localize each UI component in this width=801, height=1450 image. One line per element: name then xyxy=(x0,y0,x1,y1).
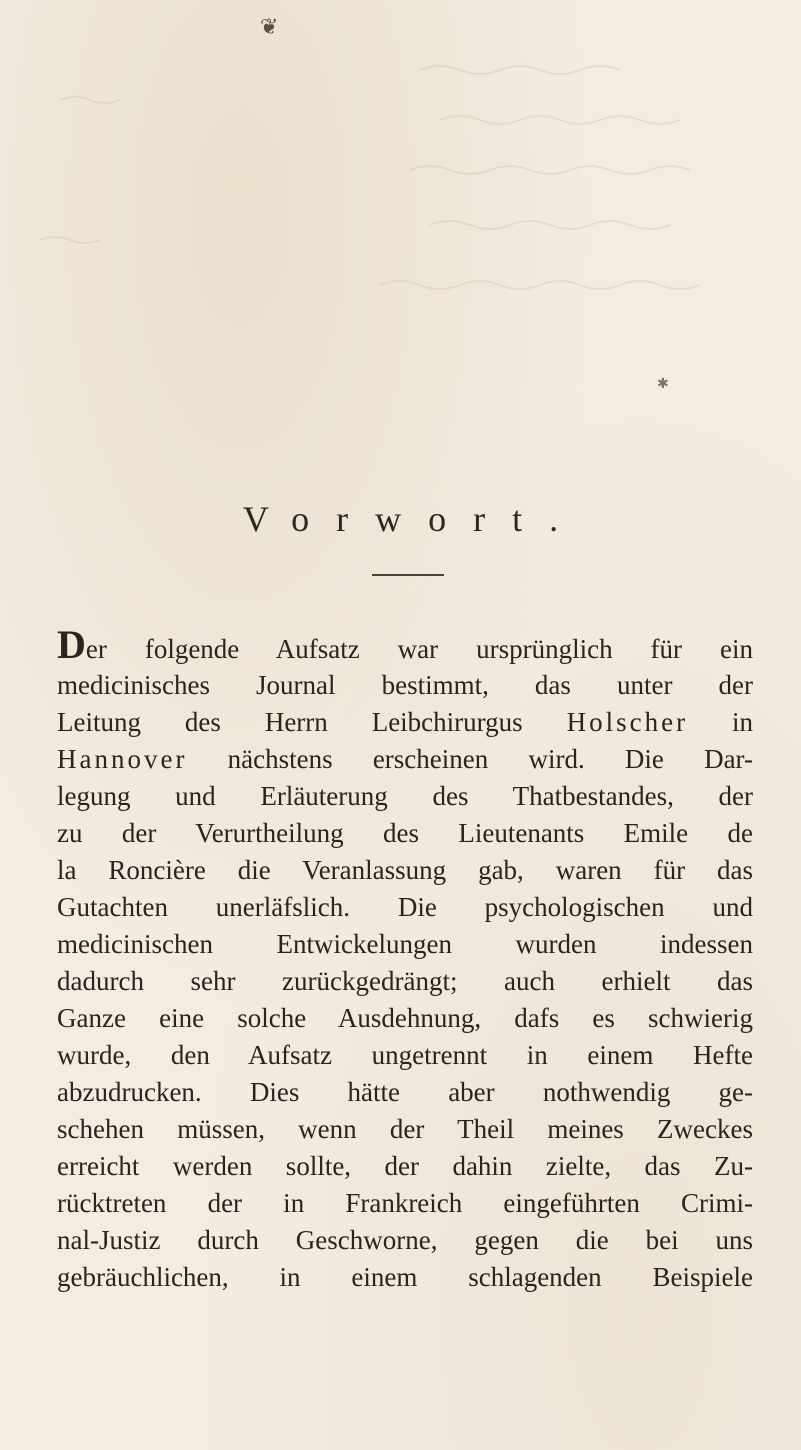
text-line: Ganze eine solche Ausdehnung, dafs es schwierig xyxy=(57,1003,753,1033)
name-holscher: Holscher xyxy=(566,707,689,737)
text-line: Hannover nächstens erscheinen wird. Die Dar- xyxy=(57,744,753,774)
text-line: gebräuchlichen, in einem schlagenden Beispiele xyxy=(57,1262,753,1292)
ink-blot-icon: ❦ xyxy=(260,14,279,39)
text-line: la Roncière die Veranlassung gab, waren für das xyxy=(57,855,753,885)
text-line: medicinischen Entwickelungen wurden indessen xyxy=(57,929,753,959)
drop-cap: D xyxy=(57,622,86,667)
text-line: Leitung des Herrn Leibchirurgus Holscher in xyxy=(57,707,753,737)
text-line: abzudrucken. Dies hätte aber nothwendig ge- xyxy=(57,1077,753,1107)
title-divider xyxy=(372,574,444,576)
ink-speck-icon: ✱ xyxy=(657,377,669,392)
text-line: legung und Erläuterung des Thatbestandes, der xyxy=(57,781,753,811)
text-line: nal-Justiz durch Geschworne, gegen die bei uns xyxy=(57,1225,753,1255)
text-line: zu der Verurtheilung des Lieutenants Emile de xyxy=(57,818,753,848)
page-title: Vorwort. xyxy=(242,499,586,539)
preface-paragraph xyxy=(57,622,753,1296)
text-line: dadurch sehr zurückgedrängt; auch erhielt das xyxy=(57,966,753,996)
name-hannover: Hannover xyxy=(57,744,188,774)
text-line: medicinisches Journal bestimmt, das unter der xyxy=(57,670,753,700)
text-line: erreicht werden sollte, der dahin zielte, das Zu- xyxy=(57,1151,753,1181)
show-through-text xyxy=(0,0,801,420)
text-line: Gutachten unerläfslich. Die psychologischen und xyxy=(57,892,753,922)
text-line: schehen müssen, wenn der Theil meines Zweckes xyxy=(57,1114,753,1144)
text-line: Der folgende Aufsatz war ursprünglich für ein xyxy=(57,622,753,667)
text-line: rücktreten der in Frankreich eingeführten Crimi- xyxy=(57,1188,753,1218)
text-line: wurde, den Aufsatz ungetrennt in einem Hefte xyxy=(57,1040,753,1070)
